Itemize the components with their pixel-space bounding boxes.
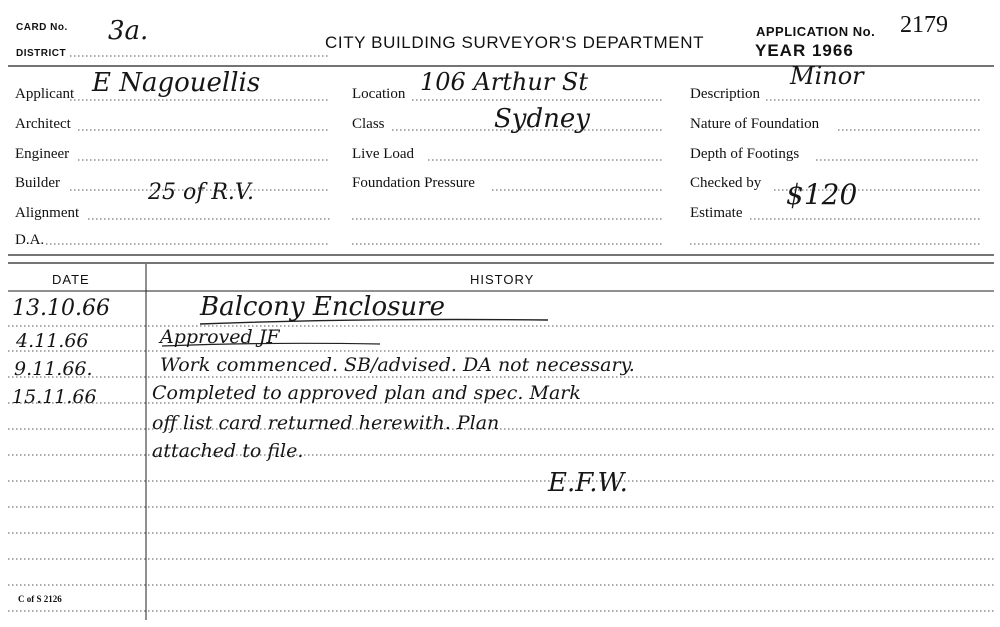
- class-label: Class: [352, 116, 385, 132]
- live-load-label: Live Load: [352, 146, 415, 162]
- history-row-text: Work commenced. SB/advised. DA not necessary.: [160, 354, 635, 376]
- foundation-pressure-label: Foundation Pressure: [352, 175, 475, 191]
- signature: E.F.W.: [548, 468, 628, 498]
- history-row-date: 9.11.66.: [14, 358, 93, 380]
- card-no-label: CARD No.: [16, 22, 68, 33]
- engineer-label: Engineer: [15, 146, 70, 162]
- history-column-header: HISTORY: [470, 272, 535, 287]
- page-title: CITY BUILDING SURVEYOR'S DEPARTMENT: [325, 33, 705, 52]
- date-column-header: DATE: [52, 272, 90, 287]
- architect-label: Architect: [15, 116, 71, 132]
- location-value-line-2: Sydney: [494, 104, 590, 134]
- checked-by-label: Checked by: [690, 175, 762, 191]
- history-row-text: Completed to approved plan and spec. Mark: [152, 382, 581, 404]
- history-row-text: attached to file.: [152, 440, 304, 462]
- estimate-label: Estimate: [690, 205, 743, 221]
- history-row-text: Balcony Enclosure: [200, 292, 445, 322]
- year-label: YEAR 1966: [755, 41, 854, 60]
- history-row-date: 4.11.66: [16, 330, 89, 352]
- location-value: 106 Arthur St: [420, 68, 588, 96]
- card-no-value: 3a.: [108, 16, 149, 46]
- depth-of-footings-label: Depth of Footings: [690, 146, 800, 162]
- history-row-text: off list card returned herewith. Plan: [152, 412, 500, 434]
- builder-label: Builder: [15, 175, 60, 191]
- description-value: Minor: [790, 62, 864, 90]
- alignment-value: 25 of R.V.: [148, 180, 254, 205]
- application-no-value: 2179: [900, 12, 948, 38]
- location-label: Location: [352, 86, 406, 102]
- district-label: DISTRICT: [16, 48, 67, 59]
- applicant-label: Applicant: [15, 86, 75, 102]
- nature-of-foundation-label: Nature of Foundation: [690, 116, 820, 132]
- application-no-label: APPLICATION No.: [756, 24, 876, 39]
- applicant-value: E Nagouellis: [92, 68, 261, 98]
- history-row-date: 13.10.66: [12, 296, 110, 321]
- form-number: C of S 2126: [18, 594, 62, 604]
- alignment-label: Alignment: [15, 205, 80, 221]
- description-label: Description: [690, 86, 760, 102]
- history-row-text: Approved JF: [160, 326, 280, 348]
- da-label: D.A.: [15, 232, 45, 248]
- history-row-date: 15.11.66: [12, 386, 97, 408]
- estimate-value: $120: [786, 178, 858, 211]
